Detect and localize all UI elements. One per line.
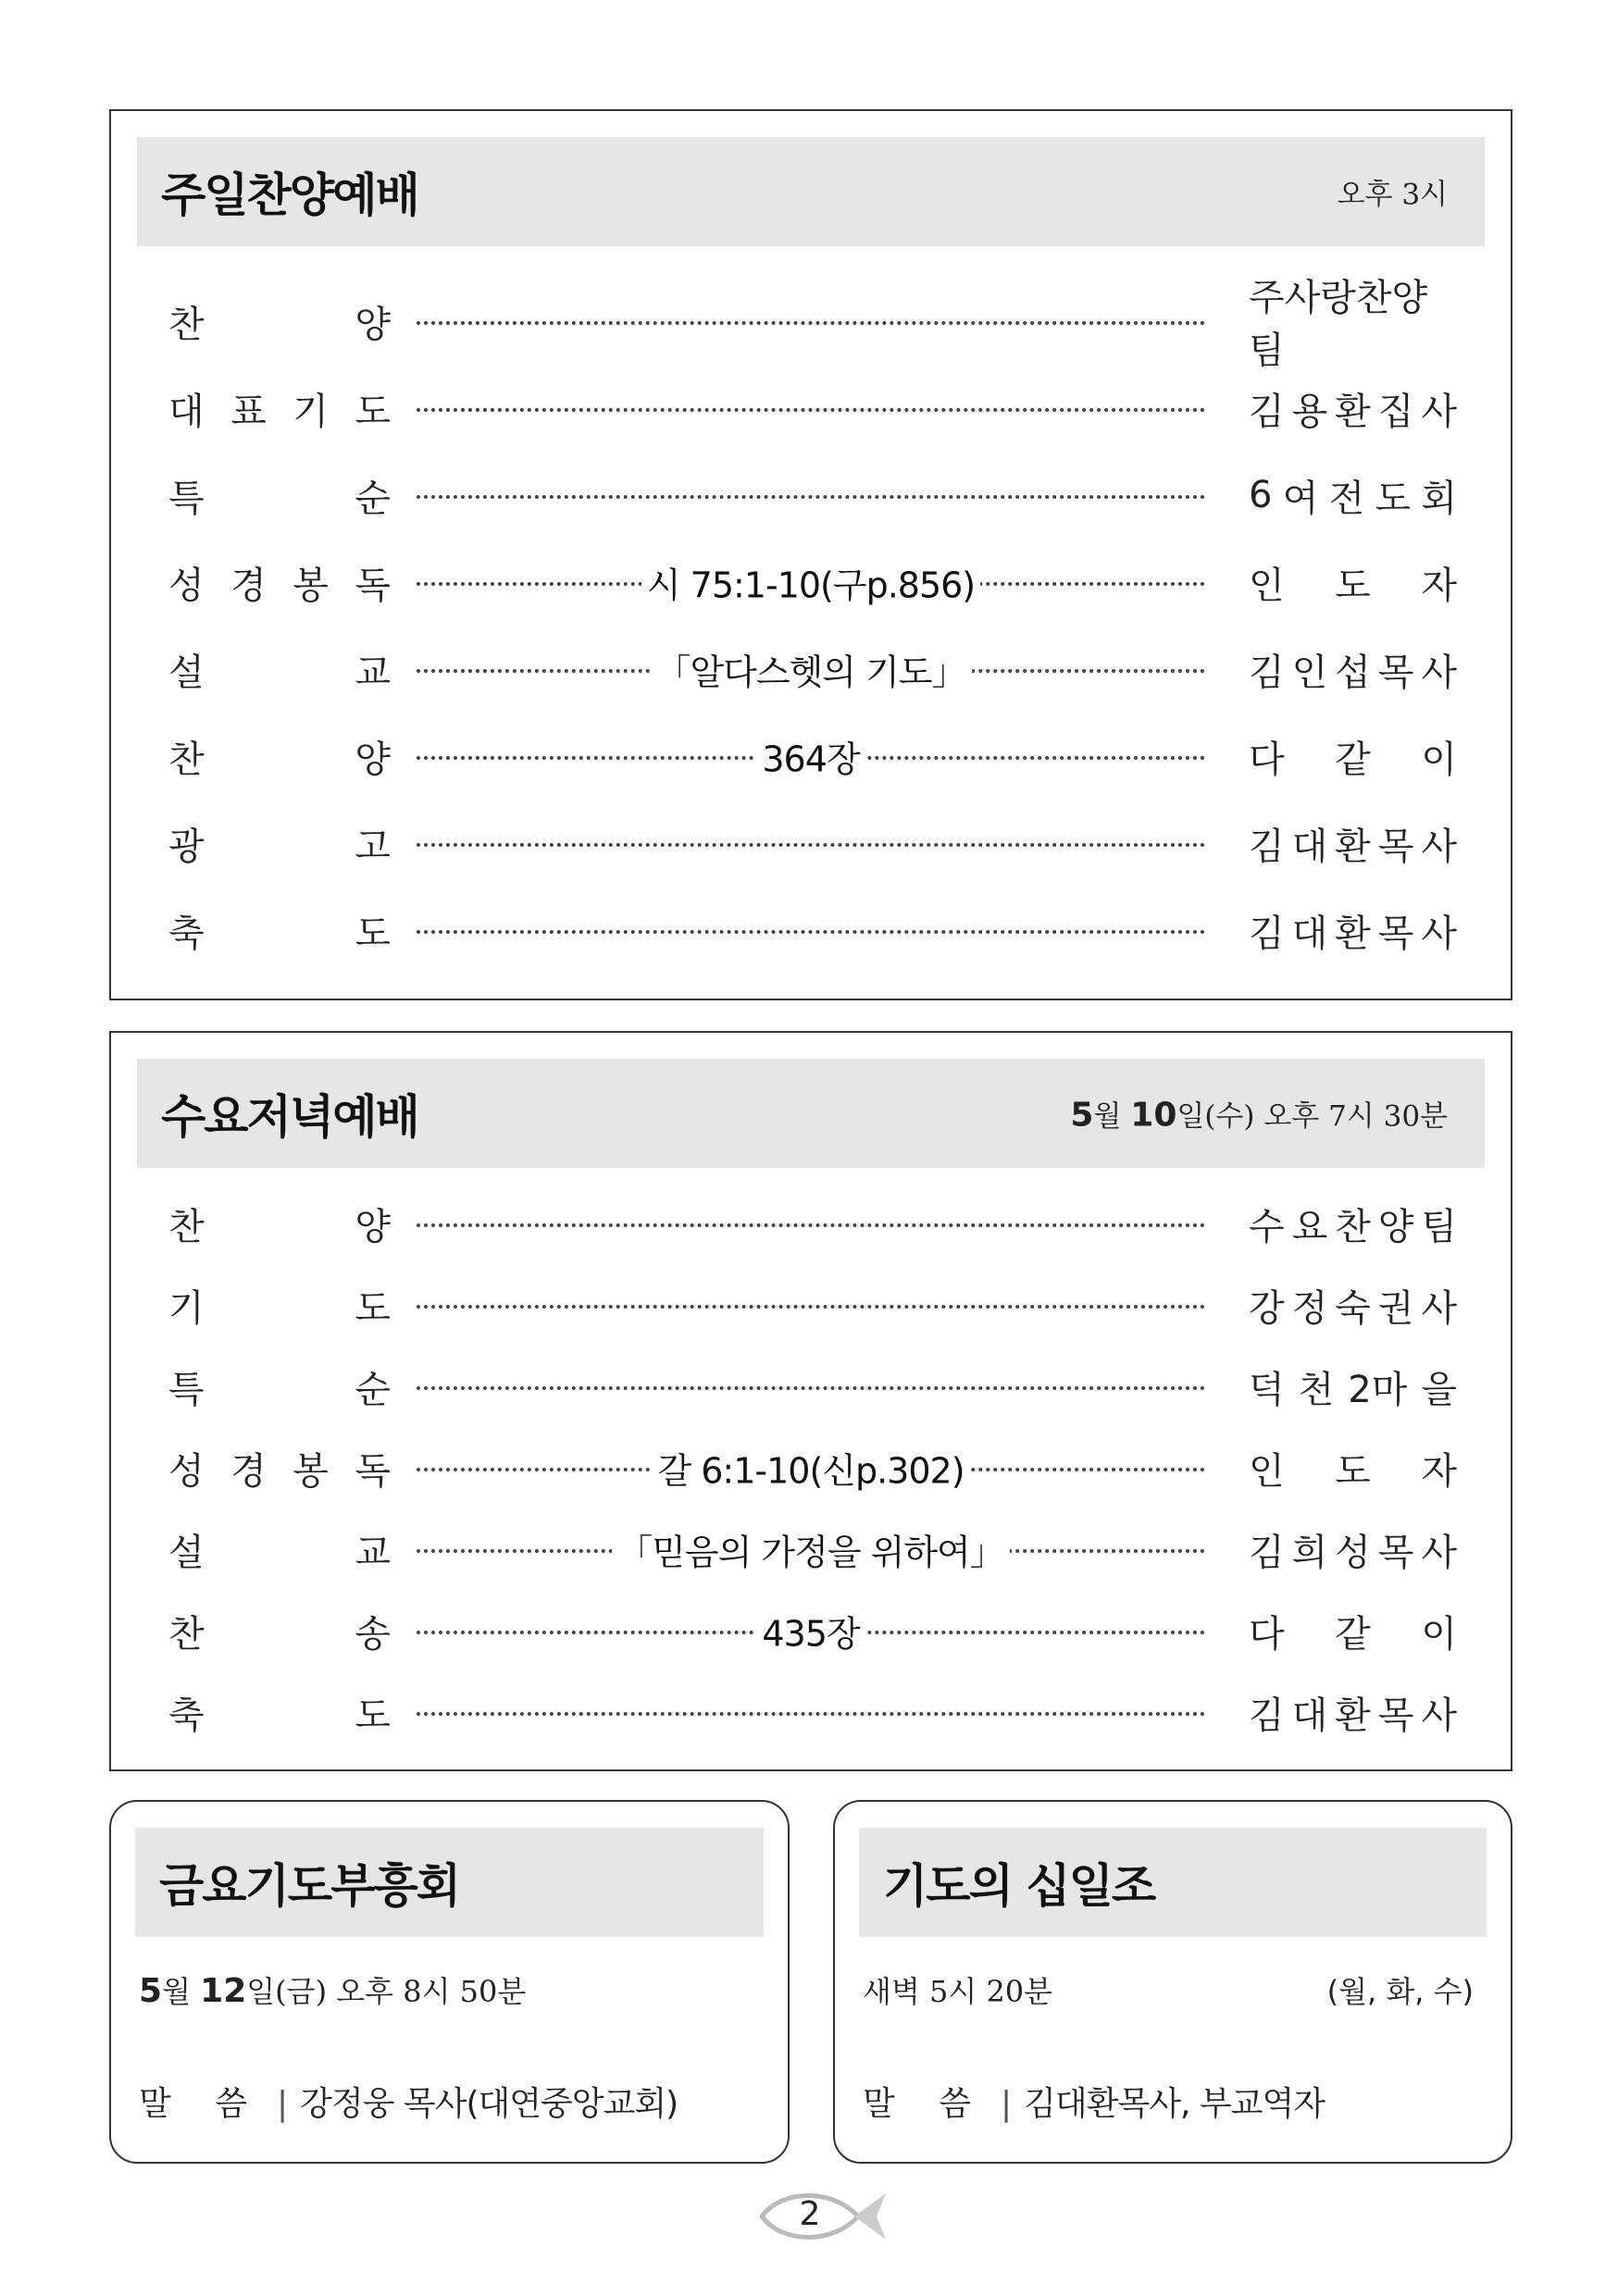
order-item-char: 독 — [355, 1449, 391, 1493]
order-item-char: 도 — [355, 1286, 391, 1330]
order-item-char: 설 — [168, 651, 205, 694]
order-person-char: 희 — [1291, 1531, 1328, 1574]
order-item — [168, 626, 391, 713]
order-person-char: 팀 — [1421, 1205, 1457, 1248]
order-program — [417, 1524, 1205, 1575]
order-program — [417, 557, 1205, 608]
order-item — [168, 1427, 391, 1508]
order-person-char: 같 — [1335, 738, 1371, 781]
order-person — [1249, 452, 1457, 539]
order-program-text: 435장 — [756, 1614, 865, 1655]
order-item — [168, 1346, 391, 1427]
tithe-separator: | — [1001, 2085, 1012, 2123]
tithe-word-label: 말 씀 — [863, 2085, 988, 2123]
friday-prayer-box — [109, 1800, 790, 2164]
tithe-speaker: 김대환목사, 부교역자 — [1024, 2085, 1326, 2123]
order-person-char: 도 — [1335, 564, 1371, 607]
sunday-header — [137, 137, 1485, 246]
order-row — [111, 1671, 1511, 1753]
order-person-char: 김 — [1249, 390, 1285, 433]
dotted-leader — [417, 843, 1205, 847]
order-item-char: 설 — [168, 1531, 205, 1574]
order-person — [1249, 365, 1457, 452]
order-person — [1249, 1183, 1457, 1264]
order-person-char: 정 — [1291, 1286, 1328, 1330]
order-person-char: 목 — [1377, 1531, 1414, 1574]
order-person-char: 성 — [1335, 1531, 1371, 1574]
order-item-char: 봉 — [292, 564, 329, 607]
friday-separator: | — [277, 2085, 288, 2123]
order-item-char: 경 — [230, 1449, 267, 1493]
order-program-text: 「알다스헷의 기도」 — [650, 652, 971, 693]
order-person-char: 사 — [1421, 825, 1457, 868]
order-person-char: 을 — [1421, 1368, 1457, 1411]
order-person-char: 섭 — [1335, 651, 1371, 694]
friday-month: 5 — [139, 1972, 163, 2010]
order-person — [1249, 887, 1457, 974]
order-person-char: 사 — [1421, 1531, 1457, 1574]
order-item-char: 광 — [168, 825, 205, 868]
order-person-char: 강 — [1249, 1286, 1285, 1330]
page-number — [754, 2184, 893, 2249]
order-item — [168, 1183, 391, 1264]
order-item-char: 찬 — [168, 303, 205, 346]
order-item-char: 특 — [168, 1368, 205, 1411]
order-person-char: 찬 — [1335, 1205, 1371, 1248]
sunday-time: 오후 3시 — [1337, 178, 1448, 212]
friday-day: 12 — [200, 1972, 247, 2010]
order-item — [168, 278, 391, 365]
order-item-char: 양 — [355, 1205, 391, 1248]
order-program-text: 갈 6:1-10(신p.302) — [652, 1451, 969, 1492]
order-item-char: 양 — [355, 738, 391, 781]
friday-word-label: 말 씀 — [139, 2085, 264, 2123]
order-person-char: 환 — [1335, 1694, 1371, 1737]
order-person-char: 도 — [1375, 477, 1412, 520]
order-person-char: 대 — [1291, 1694, 1328, 1737]
order-item — [168, 1264, 391, 1346]
order-person — [1249, 539, 1457, 626]
order-item-char: 양 — [355, 303, 391, 346]
order-person-char: 목 — [1377, 825, 1414, 868]
order-program-text: 「믿음의 가정을 위하여」 — [612, 1533, 1010, 1573]
order-person-char: 수 — [1249, 1205, 1285, 1248]
friday-date-rest: 일(금) 오후 8시 50분 — [246, 1974, 527, 2009]
order-row — [111, 1508, 1511, 1590]
order-row — [111, 365, 1511, 452]
order-person-char: 이 — [1421, 1612, 1457, 1656]
order-person-char: 회 — [1421, 477, 1457, 520]
order-person-char: 도 — [1335, 1449, 1371, 1493]
order-row — [111, 277, 1511, 372]
order-item-char: 표 — [230, 390, 267, 433]
order-program-text: 364장 — [756, 739, 865, 780]
order-item-char: 순 — [355, 1368, 391, 1411]
order-person-char: 환 — [1335, 912, 1371, 955]
tithe-header — [859, 1828, 1487, 1937]
page-number-text: 2 — [799, 2195, 821, 2233]
order-person-char: 환 — [1335, 390, 1371, 433]
order-row — [111, 1346, 1511, 1427]
wednesday-header — [137, 1059, 1485, 1168]
tithe-title: 기도의 십일조 — [883, 1859, 1155, 1913]
order-person-char: 목 — [1377, 912, 1414, 955]
order-person-char: 김 — [1249, 651, 1285, 694]
order-row — [111, 713, 1511, 800]
order-person-char: 다 — [1249, 738, 1285, 781]
order-person-char: 전 — [1328, 477, 1365, 520]
order-person-char: 같 — [1335, 1612, 1371, 1656]
order-row — [111, 626, 1511, 713]
order-person-char: 인 — [1249, 564, 1285, 607]
wednesday-worship-box — [109, 1031, 1512, 1771]
order-row — [111, 539, 1511, 626]
order-item-char: 특 — [168, 477, 205, 520]
order-item-char: 도 — [355, 390, 391, 433]
dotted-leader — [417, 1305, 1205, 1309]
order-person-char: 자 — [1421, 564, 1457, 607]
order-row — [111, 887, 1511, 974]
wednesday-day: 10 — [1130, 1096, 1177, 1135]
order-item-char: 경 — [230, 564, 267, 607]
dotted-leader — [417, 930, 1205, 934]
order-item-char: 교 — [355, 651, 391, 694]
order-person-char: 용 — [1291, 390, 1328, 433]
friday-header — [135, 1828, 764, 1937]
order-person-char: 대 — [1291, 912, 1328, 955]
order-person-char: 집 — [1377, 390, 1414, 433]
order-item — [168, 365, 391, 452]
order-person-char: 김 — [1249, 912, 1285, 955]
order-person-char: 목 — [1377, 651, 1414, 694]
sunday-title: 주일찬양예배 — [161, 168, 418, 222]
order-item-char: 대 — [168, 390, 205, 433]
tithe-time: 새벽 5시 20분 — [863, 1974, 1053, 2009]
order-person-char: 자 — [1421, 1449, 1457, 1493]
dotted-leader — [417, 495, 1205, 499]
friday-speaker-line — [139, 2078, 678, 2125]
friday-datetime — [139, 1968, 526, 2011]
order-person-char: 인 — [1249, 1449, 1285, 1493]
order-person — [1249, 277, 1457, 372]
sunday-worship-box — [109, 109, 1512, 1000]
order-person-char: 6 — [1249, 474, 1273, 516]
order-row — [111, 1183, 1511, 1264]
order-person — [1249, 713, 1457, 800]
order-item — [168, 800, 391, 887]
order-program — [417, 1606, 1205, 1657]
order-item-char: 찬 — [168, 1612, 205, 1656]
order-person-char: 대 — [1291, 825, 1328, 868]
order-item-char: 찬 — [168, 738, 205, 781]
prayer-tithe-box — [833, 1800, 1512, 2164]
order-person — [1249, 1671, 1457, 1753]
order-item — [168, 887, 391, 974]
wednesday-time — [1070, 1093, 1448, 1135]
order-item-char: 기 — [168, 1286, 205, 1330]
order-person — [1249, 626, 1457, 713]
tithe-days: (월, 화, 수) — [1326, 1974, 1474, 2009]
order-person-char: 목 — [1377, 1694, 1414, 1737]
order-item-char: 기 — [292, 390, 329, 433]
dotted-leader — [417, 1223, 1205, 1227]
order-item-char: 송 — [355, 1612, 391, 1656]
order-item — [168, 1671, 391, 1753]
dotted-leader — [417, 321, 1205, 325]
order-item — [168, 1508, 391, 1590]
order-person-char: 사 — [1421, 651, 1457, 694]
order-person — [1249, 1346, 1457, 1427]
order-item-char: 순 — [355, 477, 391, 520]
order-program-text: 시 75:1-10(구p.856) — [641, 565, 980, 606]
order-person-char: 요 — [1291, 1205, 1328, 1248]
order-program — [417, 731, 1205, 782]
order-program — [417, 1443, 1205, 1494]
order-person-char: 천 — [1298, 1368, 1335, 1411]
order-item-char: 성 — [168, 564, 205, 607]
order-item-char: 찬 — [168, 1205, 205, 1248]
wednesday-month: 5 — [1070, 1096, 1094, 1135]
order-program — [417, 644, 1205, 695]
wednesday-order-list — [111, 1183, 1511, 1753]
order-person-char: 사 — [1421, 912, 1457, 955]
order-person-char: 이 — [1421, 738, 1457, 781]
order-item-char: 축 — [168, 912, 205, 955]
wednesday-date-rest: 일(수) 오후 7시 30분 — [1176, 1099, 1448, 1134]
tithe-speaker-line — [863, 2078, 1325, 2125]
order-person-char: 사 — [1421, 390, 1457, 433]
order-person-char: 2마 — [1348, 1368, 1408, 1411]
order-item-char: 성 — [168, 1449, 205, 1493]
dotted-leader — [417, 1712, 1205, 1716]
order-person-char: 김 — [1249, 1531, 1285, 1574]
order-person-char: 김 — [1249, 825, 1285, 868]
order-item — [168, 1590, 391, 1671]
wednesday-title: 수요저녁예배 — [161, 1090, 418, 1144]
dotted-leader — [417, 1386, 1205, 1390]
order-person-char: 주사랑찬양팀 — [1249, 277, 1428, 372]
order-row — [111, 800, 1511, 887]
order-person-char: 다 — [1249, 1612, 1285, 1656]
order-person-char: 김 — [1249, 1694, 1285, 1737]
order-item — [168, 539, 391, 626]
order-person-char: 사 — [1421, 1694, 1457, 1737]
order-person-char: 권 — [1377, 1286, 1414, 1330]
order-person — [1249, 1590, 1457, 1671]
order-row — [111, 1264, 1511, 1346]
order-person — [1249, 800, 1457, 887]
order-item-char: 축 — [168, 1694, 205, 1737]
sunday-order-list — [111, 278, 1511, 974]
order-item-char: 도 — [355, 1694, 391, 1737]
order-item-char: 도 — [355, 912, 391, 955]
order-person-char: 사 — [1421, 1286, 1457, 1330]
friday-speaker: 강정웅 목사(대연중앙교회) — [300, 2085, 678, 2123]
order-row — [111, 1427, 1511, 1508]
order-person-char: 숙 — [1335, 1286, 1371, 1330]
order-person — [1249, 1508, 1457, 1590]
order-item-char: 교 — [355, 1531, 391, 1574]
order-item-char: 고 — [355, 825, 391, 868]
order-person-char: 인 — [1291, 651, 1328, 694]
order-item — [168, 713, 391, 800]
order-row — [111, 452, 1511, 539]
order-person — [1249, 1264, 1457, 1346]
order-person — [1249, 1427, 1457, 1508]
friday-month-unit: 월 — [162, 1974, 191, 2009]
order-person-char: 양 — [1377, 1205, 1414, 1248]
dotted-leader — [417, 408, 1205, 412]
friday-title: 금요기도부흥회 — [159, 1859, 460, 1913]
order-person-char: 여 — [1282, 477, 1319, 520]
order-person-char: 환 — [1335, 825, 1371, 868]
order-item — [168, 452, 391, 539]
order-item-char: 봉 — [292, 1449, 329, 1493]
wednesday-month-unit: 월 — [1093, 1099, 1122, 1134]
order-item-char: 독 — [355, 564, 391, 607]
order-person-char: 덕 — [1249, 1368, 1285, 1411]
order-row — [111, 1590, 1511, 1671]
